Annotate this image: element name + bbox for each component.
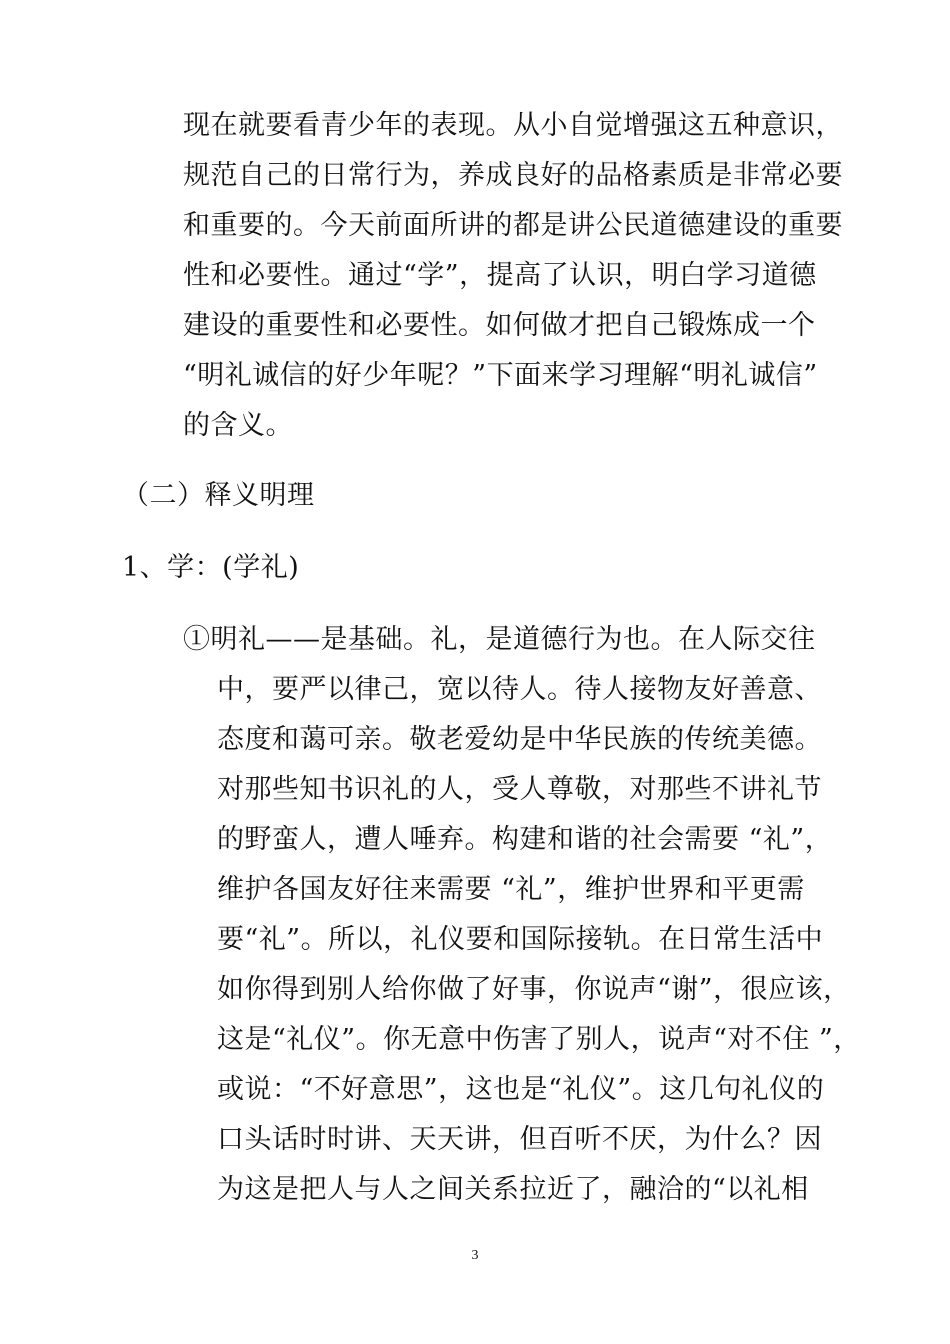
subpoint-line: 中，要严以律己，宽以待人。待人接物友好善意、 [217, 674, 822, 705]
subpoint-line: 如你得到别人给你做了好事，你说声“谢”，很应该， [217, 974, 851, 1005]
page-number: 3 [471, 1248, 479, 1263]
intro-line: “明礼诚信的好少年呢？”下面来学习理解“明礼诚信” [183, 360, 818, 391]
subpoint-line: 为这是把人与人之间关系拉近了，融洽的“以礼相 [217, 1174, 809, 1205]
subpoint-first-line: ①明礼——是基础。礼，是道德行为也。在人际交往 [183, 624, 816, 655]
intro-line: 规范自己的日常行为，养成良好的品格素质是非常必要 [183, 160, 843, 191]
subpoint-line: 或说：“不好意思”，这也是“礼仪”。这几句礼仪的 [217, 1074, 825, 1105]
subpoint-line: 要“礼”。所以，礼仪要和国际接轨。在日常生活中 [217, 924, 824, 955]
intro-line: 的含义。 [183, 410, 293, 441]
section-heading: （二）释义明理 [122, 480, 315, 511]
subpoint-line: 态度和蔼可亲。敬老爱幼是中华民族的传统美德。 [217, 724, 822, 755]
intro-line: 建设的重要性和必要性。如何做才把自己锻炼成一个 [183, 310, 816, 341]
subpoint-line: 维护各国友好往来需要 “礼”，维护世界和平更需 [217, 874, 805, 905]
subpoint-line: 这是“礼仪”。你无意中伤害了别人，说声“对不住 ”， [217, 1024, 861, 1055]
subpoint-line: 对那些知书识礼的人，受人尊敬，对那些不讲礼节 [217, 774, 822, 805]
intro-line: 和重要的。今天前面所讲的都是讲公民道德建设的重要 [183, 210, 843, 241]
subpoint-line: 口头话时时讲、天天讲，但百听不厌，为什么？因 [217, 1124, 822, 1155]
intro-line: 现在就要看青少年的表现。从小自觉增强这五种意识， [183, 110, 843, 141]
subpoint-line: 的野蛮人，遭人唾弃。构建和谐的社会需要 “礼”， [217, 824, 833, 855]
intro-line: 性和必要性。通过“学”，提高了认识，明白学习道德 [183, 260, 817, 291]
item-heading: 1、学：(学礼) [122, 552, 300, 583]
